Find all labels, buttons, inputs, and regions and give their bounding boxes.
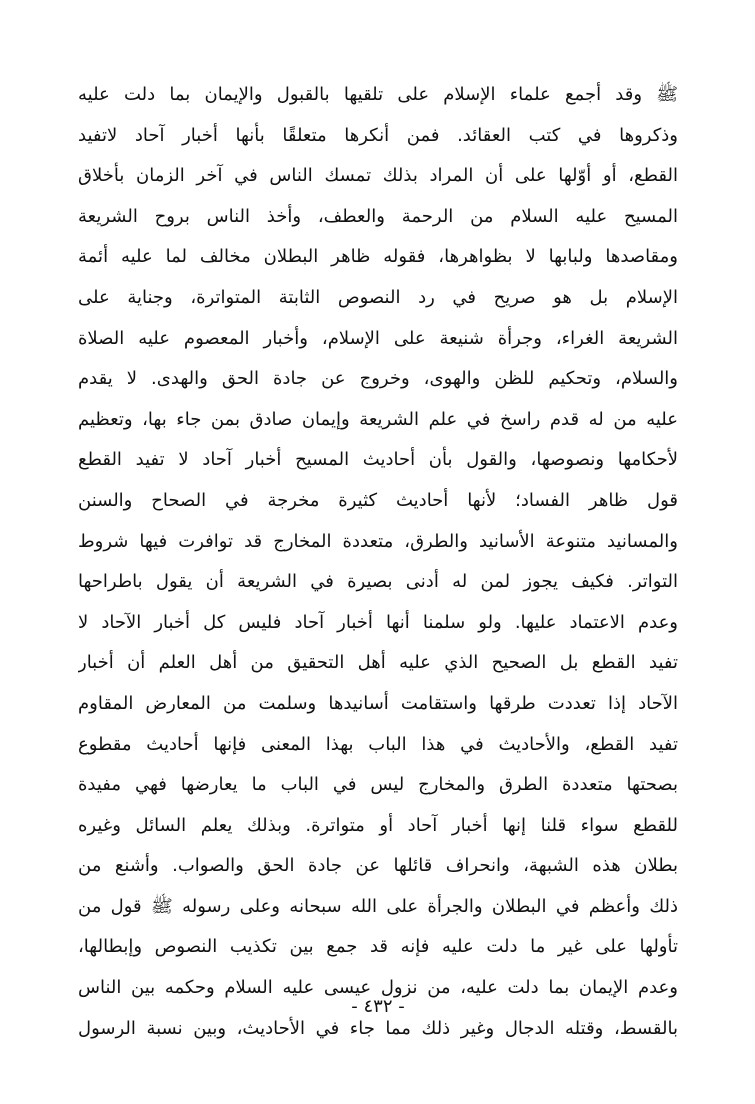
text-line: المسيح عليه السلام من الرحمة والعطف، وأخذ الناس بروح الشريعة [78, 205, 678, 227]
text-line: لأحكامها ونصوصها، والقول بأن أحاديث المسيح أخبار آحاد لا تفيد القطع [78, 449, 678, 471]
text-line: بطلان هذه الشبهة، وانحراف قائلها عن جادة الحق والصواب. وأشنع من [78, 855, 678, 877]
text-line: قول ظاهر الفساد؛ لأنها أحاديث كثيرة مخرجة في الصحاح والسنن [78, 489, 678, 511]
text-line: عليه من له قدم راسخ في علم الشريعة وإيمان صادق بمن جاء بها، وتعظيم [78, 408, 678, 430]
text-line: ﷺ وقد أجمع علماء الإسلام على تلقيها بالقبول والإيمان بما دلت عليه [78, 84, 678, 105]
text-line: والمسانيد متنوعة الأسانيد والطرق، متعددة المخارج قد توافرت فيها شروط [78, 530, 678, 552]
book-page [78, 75, 678, 1075]
body-text [78, 75, 678, 1049]
text-line: الشريعة الغراء، وجرأة شنيعة على الإسلام، وأخبار المعصوم عليه الصلاة [78, 327, 678, 349]
text-line: للقطع سواء قلنا إنها أخبار آحاد أو متواترة. وبذلك يعلم السائل وغيره [78, 814, 678, 836]
text-line: وذكروها في كتب العقائد. فمن أنكرها متعلقًا بأنها أخبار آحاد لاتفيد [78, 124, 678, 146]
text-line: وعدم الإيمان بما دلت عليه، من نزول عيسى عليه السلام وحكمه بين الناس [78, 977, 678, 999]
text-line: الإسلام بل هو صريح في رد النصوص الثابتة المتواترة، وجناية على [78, 286, 678, 308]
text-line: تفيد القطع بل الصحيح الذي عليه أهل التحقيق من أهل العلم أن أخبار [78, 652, 678, 674]
page-number: - ٤٣٢ - [351, 996, 405, 1017]
text-line: ذلك وأعظم في البطلان والجرأة على الله سبحانه وعلى رسوله ﷺ قول من [78, 895, 678, 917]
text-line: تفيد القطع، والأحاديث في هذا الباب بهذا المعنى فإنها أحاديث مقطوع [78, 733, 678, 755]
text-line: وعدم الاعتماد عليها. ولو سلمنا أنها أخبار آحاد فليس كل أخبار الآحاد لا [78, 611, 678, 633]
text-line: تأولها على غير ما دلت عليه فإنه قد جمع بين تكذيب النصوص وإبطالها، [78, 936, 678, 958]
text-line: ومقاصدها ولبابها لا بظواهرها، فقوله ظاهر البطلان مخالف لما عليه أئمة [78, 246, 678, 268]
text-line: الآحاد إذا تعددت طرقها واستقامت أسانيدها وسلمت من المعارض المقاوم [78, 692, 678, 714]
text-line: بالقسط، وقتله الدجال وغير ذلك مما جاء في الأحاديث، وبين نسبة الرسول [78, 1017, 678, 1039]
text-line: القطع، أو أوّلها على أن المراد بذلك تمسك الناس في آخر الزمان بأخلاق [78, 165, 678, 187]
text-line: التواتر. فكيف يجوز لمن له أدنى بصيرة في الشريعة أن يقول باطراحها [78, 571, 678, 593]
text-line: والسلام، وتحكيم للظن والهوى، وخروج عن جادة الحق والهدى. لا يقدم [78, 368, 678, 390]
text-line: بصحتها متعددة الطرق والمخارج ليس في الباب ما يعارضها فهي مفيدة [78, 774, 678, 796]
